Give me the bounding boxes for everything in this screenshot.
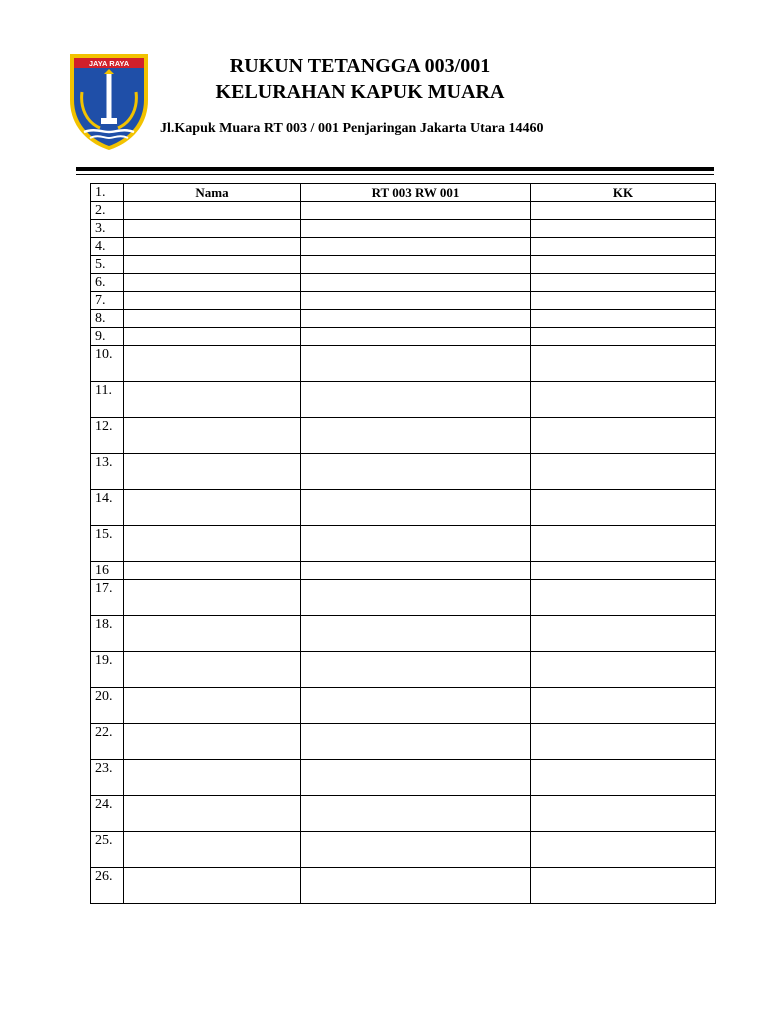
cell-nama [124,526,301,562]
cell-rt-rw [301,652,531,688]
cell-kk [531,526,716,562]
cell-rt-rw [301,382,531,418]
cell-nama [124,652,301,688]
cell-kk [531,616,716,652]
table-row [91,526,716,562]
row-number: 14. [91,490,124,526]
cell-rt-rw [301,562,531,580]
cell-kk [531,454,716,490]
row-number: 24. [91,796,124,832]
cell-nama [124,796,301,832]
table-row [91,616,716,652]
row-number: 15. [91,526,124,562]
cell-rt-rw [301,616,531,652]
cell-kk [531,868,716,904]
cell-nama [124,238,301,256]
row-number: 25. [91,832,124,868]
table-row [91,256,716,274]
cell-nama [124,688,301,724]
row-number: 26. [91,868,124,904]
cell-kk [531,580,716,616]
row-number: 2. [91,202,124,220]
cell-kk [531,724,716,760]
cell-rt-rw [301,724,531,760]
cell-rt-rw [301,760,531,796]
row-number: 20. [91,688,124,724]
table-row [91,580,716,616]
cell-kk [531,418,716,454]
cell-kk [531,382,716,418]
cell-rt-rw [301,256,531,274]
row-number: 17. [91,580,124,616]
cell-rt-rw [301,346,531,382]
resident-table [90,183,716,904]
cell-rt-rw [301,490,531,526]
table-row [91,868,716,904]
cell-nama [124,562,301,580]
row-number: 23. [91,760,124,796]
row-number: 7. [91,292,124,310]
table-row [91,724,716,760]
cell-kk [531,328,716,346]
cell-nama [124,868,301,904]
row-number: 18. [91,616,124,652]
cell-kk [531,202,716,220]
cell-rt-rw [301,868,531,904]
table-row [91,292,716,310]
cell-kk [531,832,716,868]
row-number: 22. [91,724,124,760]
cell-rt-rw [301,418,531,454]
table-row [91,688,716,724]
table-row [91,382,716,418]
cell-kk [531,274,716,292]
cell-kk [531,238,716,256]
cell-nama [124,760,301,796]
jakarta-emblem-icon [68,52,150,152]
table-row [91,274,716,292]
table-row [91,238,716,256]
header-divider-thin [76,174,714,175]
table-row [91,310,716,328]
row-number: 10. [91,346,124,382]
cell-rt-rw [301,292,531,310]
cell-rt-rw [301,526,531,562]
cell-nama [124,292,301,310]
row-number-1: 1. [91,184,124,202]
cell-rt-rw [301,202,531,220]
cell-nama [124,202,301,220]
row-number: 8. [91,310,124,328]
row-number: 9. [91,328,124,346]
column-header-kk: KK [531,184,716,202]
table-row [91,652,716,688]
cell-nama [124,724,301,760]
cell-rt-rw [301,328,531,346]
cell-nama [124,328,301,346]
cell-rt-rw [301,688,531,724]
document-subtitle: KELURAHAN KAPUK MUARA [215,81,505,103]
cell-kk [531,490,716,526]
cell-nama [124,220,301,238]
cell-rt-rw [301,454,531,490]
table-row [91,832,716,868]
cell-rt-rw [301,796,531,832]
column-header-rt-rw: RT 003 RW 001 [301,184,531,202]
table-row [91,490,716,526]
cell-kk [531,292,716,310]
row-number: 5. [91,256,124,274]
cell-kk [531,688,716,724]
row-number: 11. [91,382,124,418]
cell-kk [531,760,716,796]
cell-kk [531,256,716,274]
cell-nama [124,346,301,382]
cell-kk [531,652,716,688]
table-row [91,454,716,490]
cell-kk [531,310,716,328]
table-row [91,202,716,220]
cell-nama [124,580,301,616]
cell-nama [124,490,301,526]
document-title: RUKUN TETANGGA 003/001 [229,55,491,77]
cell-kk [531,796,716,832]
table-row [91,796,716,832]
table-row [91,346,716,382]
table-row [91,562,716,580]
cell-kk [531,220,716,238]
cell-nama [124,454,301,490]
cell-rt-rw [301,238,531,256]
cell-kk [531,346,716,382]
header-divider-thick [76,167,714,171]
cell-nama [124,616,301,652]
cell-rt-rw [301,310,531,328]
row-number: 16 [91,562,124,580]
address-line: Jl.Kapuk Muara RT 003 / 001 Penjaringan Jakarta Utara 14460 [160,121,544,136]
cell-rt-rw [301,220,531,238]
row-number: 4. [91,238,124,256]
table-row [91,418,716,454]
table-row [91,760,716,796]
cell-rt-rw [301,274,531,292]
row-number: 12. [91,418,124,454]
cell-nama [124,832,301,868]
cell-nama [124,274,301,292]
row-number: 19. [91,652,124,688]
row-number: 3. [91,220,124,238]
row-number: 13. [91,454,124,490]
cell-rt-rw [301,580,531,616]
cell-rt-rw [301,832,531,868]
table-row [91,328,716,346]
svg-text:JAYA RAYA: JAYA RAYA [88,59,130,69]
cell-nama [124,382,301,418]
row-number: 6. [91,274,124,292]
column-header-nama: Nama [124,184,301,202]
cell-kk [531,562,716,580]
cell-nama [124,310,301,328]
table-row [91,220,716,238]
cell-nama [124,256,301,274]
cell-nama [124,418,301,454]
